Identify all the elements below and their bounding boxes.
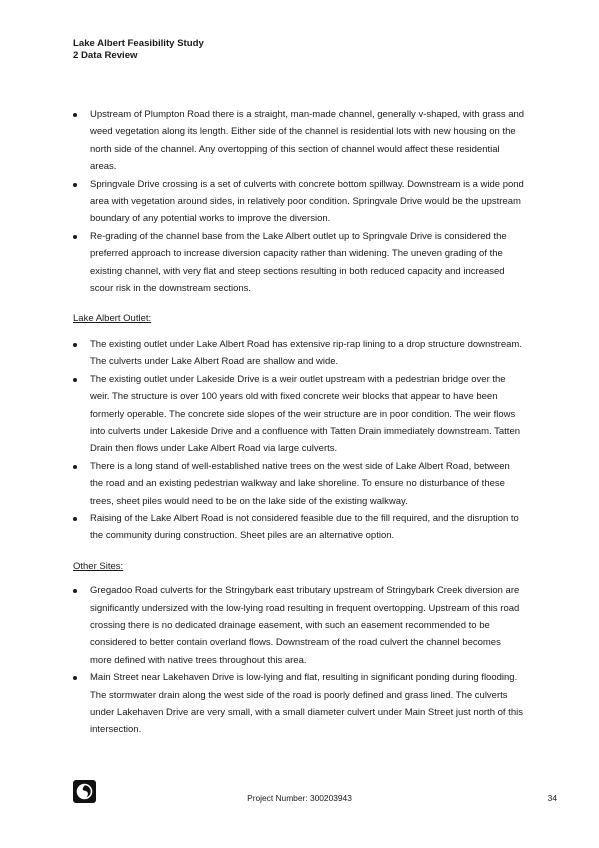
other-sites-heading: Other Sites: — [73, 560, 124, 572]
intro-bullet-list — [73, 106, 525, 297]
outlet-bullet-list — [73, 336, 525, 545]
list-item: There is a long stand of well-established native trees on the west side of Lake Albert Road, between the road and an existing pedestrian walkway and lake shoreline. To ensure no disturbance of these trees, sheet piles would need to be on the lake side of the existing walkway. — [73, 458, 525, 510]
list-item: Raising of the Lake Albert Road is not considered feasible due to the fill required, and the disruption to the community during construction. Sheet piles are an alternative option. — [73, 510, 525, 545]
bullet-icon — [73, 113, 77, 117]
section-title: 2 Data Review — [73, 50, 138, 61]
list-item: Upstream of Plumpton Road there is a straight, man-made channel, generally v-shaped, with grass and weed vegetation along its length. Either side of the channel is residential lots with new housing on the north side of the channel. Any overtopping of this section of channel would affect these residential areas. — [73, 106, 525, 176]
document-title: Lake Albert Feasibility Study — [73, 38, 204, 49]
bullet-icon — [73, 676, 77, 680]
bullet-icon — [73, 235, 77, 239]
outlet-heading: Lake Albert Outlet: — [73, 313, 152, 325]
page-content — [73, 106, 525, 739]
page-number: 34 — [547, 793, 557, 803]
list-item: Springvale Drive crossing is a set of culverts with concrete bottom spillway. Downstream is a wide pond area with vegetation around sides, in relatively poor condition. Springvale Drive would be the upstream boundary of any potential works to improve the diversion. — [73, 176, 525, 228]
bullet-icon — [73, 465, 77, 469]
list-item: Re-grading of the channel base from the Lake Albert outlet up to Springvale Drive is considered the preferred approach to increase diversion capacity rather than widening. The uneven grading of the existing channel, with very flat and steep sections resulting in both reduced capacity and increased scour risk in the downstream sections. — [73, 228, 525, 298]
list-item: The existing outlet under Lakeside Drive is a weir outlet upstream with a pedestrian bridge over the weir. The structure is over 100 years old with fixed concrete weir blocks that appear to have been formerly operable. The concrete side slopes of the weir structure are in poor condition. The weir flows into culverts under Lakeside Drive and a confluence with Tatten Drain immediately downstream. Tatten Drain then flows under Lake Albert Road via large culverts. — [73, 371, 525, 458]
page-header — [73, 38, 204, 62]
bullet-icon — [73, 378, 77, 382]
bullet-icon — [73, 589, 77, 593]
list-item: The existing outlet under Lake Albert Road has extensive rip-rap lining to a drop structure downstream. The culverts under Lake Albert Road are shallow and wide. — [73, 336, 525, 371]
list-item: Gregadoo Road culverts for the Stringybark east tributary upstream of Stringybark Creek diversion are significantly undersized with the low-lying road resulting in frequent overtopping. Upstream of this road crossing there is no dedicated drainage easement, with such an easement recommended to be considered to better contain overland flows. Downstream of the road culvert the channel becomes more defined with native trees throughout this area. — [73, 582, 525, 669]
list-item: Main Street near Lakehaven Drive is low-lying and flat, resulting in significant ponding during flooding. The stormwater drain along the west side of the road is poorly defined and grass lined. The culverts under Lakehaven Drive are very small, with a small diameter culvert under Main Street just north of this intersection. — [73, 669, 525, 739]
other-sites-bullet-list — [73, 582, 525, 739]
bullet-icon — [73, 183, 77, 187]
bullet-icon — [73, 517, 77, 521]
project-number: Project Number: 300203943 — [247, 793, 352, 803]
bullet-icon — [73, 343, 77, 347]
